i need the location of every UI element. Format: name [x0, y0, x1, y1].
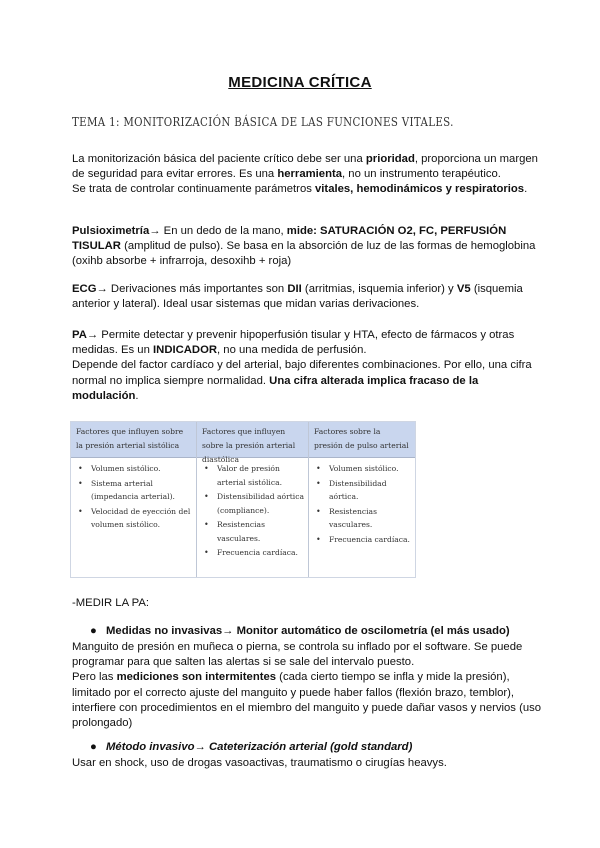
pa-text: .	[135, 389, 139, 402]
intro-bold: herramienta	[277, 168, 343, 181]
page-title: MEDICINA CRÍTICA	[228, 74, 372, 91]
intro-text: Se trata de controlar continuamente parámetros	[72, 183, 316, 196]
intro-bold: prioridad	[365, 153, 415, 165]
intro-text: , proporciona un margen de seguridad para evitar errores. Es una	[72, 153, 538, 181]
intro-paragraph	[72, 152, 542, 198]
pa-text: → Permite detectar y prevenir hipoperfusión tisular y HTA, efecto de fármacos y otras medidas. Es un	[72, 329, 515, 357]
table-header: Factores que influyen sobre la presión arterial sistólica	[71, 422, 196, 458]
pulsioximetria-paragraph	[72, 224, 542, 270]
table-item: • Volumen sistólico.	[91, 462, 192, 476]
ecg-bold: DII	[287, 283, 302, 295]
invasive-paragraph: Usar en shock, uso de drogas vasoactivas, traumatismo o cirugías heavys.	[72, 757, 447, 769]
table-item: • Frecuencia cardíaca.	[329, 533, 411, 547]
bullet-invasive	[90, 741, 412, 753]
table-item: • Resistencias vasculares.	[217, 518, 304, 545]
pulsiox-text: (amplitud de pulso). Se basa en la absorción de luz de las formas de hemoglobina (oxihb absorbe + infrarroja, desoxihb + roja)	[72, 240, 536, 268]
ecg-text: (isquemia anterior y lateral). Ideal usar sistemas que midan varias derivaciones.	[72, 283, 523, 311]
table-item: • Velocidad de eyección del volumen sistólico.	[91, 505, 192, 532]
ecg-text: → Derivaciones más importantes son	[96, 283, 288, 295]
medir-text: Manguito de presión en muñeca o pierna, se controla su inflado por el software. Se puede programar para que salten las alertas si se sale del intervalo puesto.	[72, 641, 523, 669]
table-item: • Valor de presión arterial sistólica.	[217, 462, 304, 489]
pa-paragraph	[72, 328, 542, 404]
pulsiox-bold: mide: SATURACIÓN O2, FC, PERFUSIÓN TISULAR	[72, 225, 507, 253]
table-item: • Resistencias vasculares.	[329, 505, 411, 532]
table-item: • Distensibilidad aórtica.	[329, 477, 411, 504]
ecg-bold: V5	[456, 283, 471, 295]
medir-bold: mediciones son intermitentes	[116, 671, 277, 684]
table-column-pulse	[309, 422, 415, 577]
table-item: • Sistema arterial (impedancia arterial).	[91, 477, 192, 504]
intro-text: .	[524, 183, 528, 196]
bullet-text: Medidas no invasivas→ Monitor automático de oscilometría (el más usado)	[106, 625, 510, 637]
intro-text: , no un instrumento terapéutico.	[342, 168, 501, 181]
medir-heading: -MEDIR LA PA:	[72, 597, 150, 609]
ecg-label: ECG	[72, 283, 97, 295]
ecg-paragraph	[72, 282, 542, 312]
pulsiox-label: Pulsioximetría→	[72, 225, 161, 237]
bullet-text: Método invasivo→ Cateterización arterial (gold standard)	[106, 741, 413, 753]
pa-label: PA	[72, 329, 87, 341]
medir-text: (cada cierto tiempo se infla y mide la presión), limitado por el correcto ajuste del manguito y puede haber fallos (flexión brazo, temblor), interfiere con procedimientos en el miembro del manguito y puede dañar vasos y nervios (uso prolongado)	[72, 671, 542, 730]
bullet-dot-icon: ●	[90, 741, 97, 753]
pulsiox-text: En un dedo de la mano,	[160, 225, 287, 237]
table-item: • Distensibilidad aórtica (compliance).	[217, 490, 304, 517]
pressure-factors-table	[70, 421, 416, 578]
intro-text: La monitorización básica del paciente crítico debe ser una	[72, 153, 366, 165]
bullet-non-invasive	[90, 625, 510, 637]
pa-text: Depende del factor cardíaco y del arterial, bajo diferentes combinaciones. Por ello, una cifra normal no implica siempre normalidad.	[72, 359, 532, 387]
page-subtitle: TEMA 1: MONITORIZACIÓN BÁSICA DE LAS FUNCIONES VITALES.	[72, 114, 454, 129]
table-item: • Volumen sistólico.	[329, 462, 411, 476]
medir-text: Pero las	[72, 671, 117, 684]
non-invasive-paragraph	[72, 640, 542, 731]
pa-bold: INDICADOR	[153, 344, 218, 357]
table-column-diastolic	[197, 422, 309, 577]
ecg-text: (arritmias, isquemia inferior) y	[301, 283, 457, 295]
table-column-systolic	[71, 422, 197, 577]
intro-bold: vitales, hemodinámicos y respiratorios	[315, 183, 525, 196]
pa-bold: Una cifra alterada implica fracaso de la modulación	[72, 374, 479, 402]
table-header: Factores sobre la presión de pulso arterial	[309, 422, 415, 458]
table-item: • Frecuencia cardíaca.	[217, 546, 304, 560]
pa-text: , no una medida de perfusión.	[217, 344, 367, 357]
table-header: Factores que influyen sobre la presión arterial diastólica	[197, 422, 308, 458]
bullet-dot-icon: ●	[90, 625, 97, 637]
